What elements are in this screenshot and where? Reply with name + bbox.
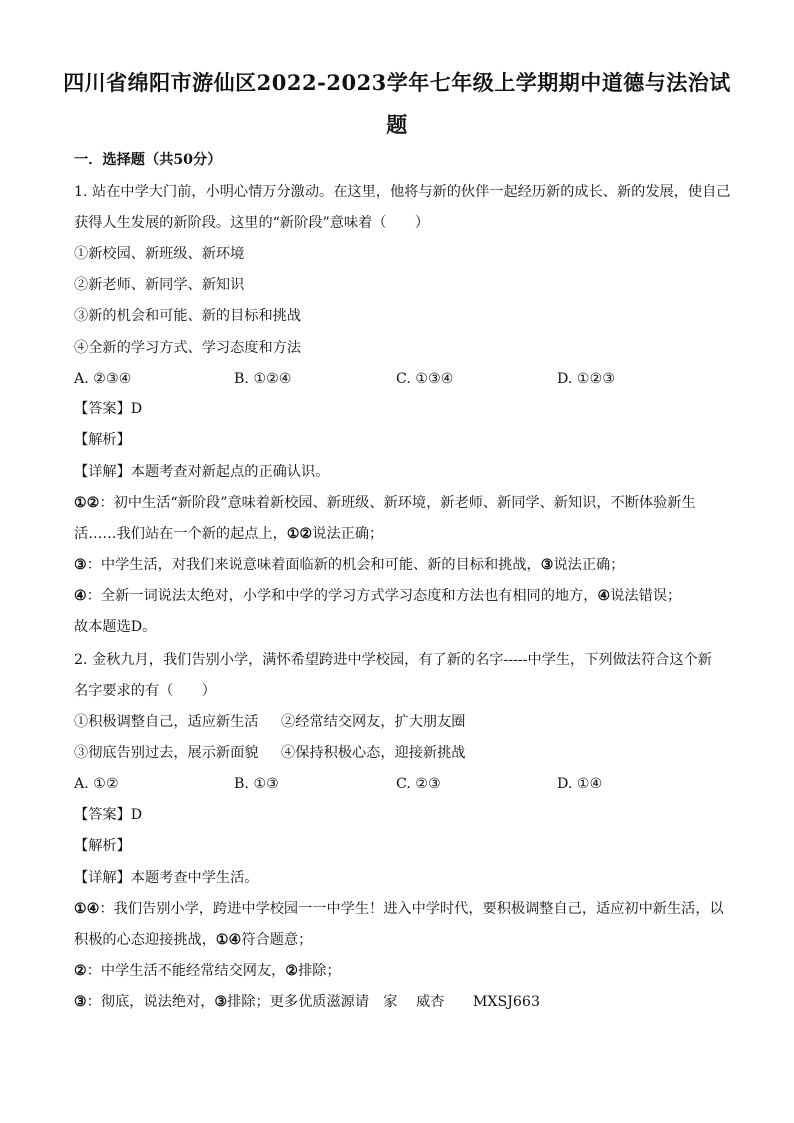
q1-exp2-text: ：中学生活，对我们来说意味着面临新的机会和可能、新的目标和挑战， [86,557,541,573]
q2-stem-line1: 2. 金秋九月，我们告别小学，满怀希望跨进中学校园，有了新的名字-----中学生，下列做法符合这个新 [74,652,712,668]
q2-detail: 【详解】本题考查中学生活。 [74,870,259,886]
q1-explanation-3 [74,586,681,606]
q2-answer: 【答案】D [74,807,143,823]
document-title-line1: 四川省绵阳市游仙区2022-2023学年七年级上学期期中道德与法治试 [63,70,731,95]
q1-exp3-text: ：全新一词说法太绝对，小学和中学的学习方式学习态度和方法也有相同的地方， [86,588,598,604]
q1-exp2-mark2: ③ [540,557,554,573]
q2-exp1b-post: 符合题意； [241,932,313,948]
q1-option-a: A. ②③④ [74,371,132,387]
q1-option-b: B. ①②④ [234,371,292,387]
section-heading: 一．选择题（共50分） [74,152,222,168]
q2-explanation-1 [74,899,724,919]
q2-exp1-mark: ①④ [74,901,100,917]
q1-exp2-mark: ③ [74,557,87,573]
q1-item-2: ②新老师、新同学、新知识 [74,277,245,293]
q1-exp1-mark: ①② [74,495,100,511]
q2-exp1b-mark: ①④ [215,932,242,948]
q2-exp3-mark: ③ [74,994,87,1010]
q1-explanation-1b [74,524,383,544]
q1-explanation-1 [74,493,696,513]
q2-explanation-3 [74,992,540,1012]
q2-analysis-label: 【解析】 [74,838,131,854]
q1-exp3-mark: ④ [74,588,87,604]
q2-item-3: ③彻底告别过去，展示新面貌 [74,745,259,761]
q1-item-4: ④全新的学习方式、学习态度和方法 [74,340,302,356]
q1-stem-line2: 获得人生发展的新阶段。这里的“新阶段”意味着（ ） [74,215,430,231]
q2-option-c: C. ②③ [396,776,441,792]
q1-exp1b-post: 说法正确； [312,526,384,542]
q2-exp2-post: 排除； [298,963,341,979]
q2-exp1b-pre: 积极的心态迎接挑战， [74,932,216,948]
q2-option-b: B. ①③ [234,776,279,792]
q2-exp2-text: ：中学生活不能经常结交网友， [86,963,286,979]
q2-exp3-mark2: ③ [214,994,228,1010]
q2-option-d: D. ①④ [557,776,603,792]
q1-exp2-post: 说法正确； [553,557,625,573]
q2-stem-line2: 名字要求的有（ ） [74,683,216,699]
q1-option-c: C. ①③④ [396,371,454,387]
q2-explanation-2 [74,961,341,981]
q1-item-3: ③新的机会和可能、新的目标和挑战 [74,308,302,324]
q2-exp3-post: 排除；更多优质滋源请 家 威杏 MXSJ663 [227,994,540,1010]
q2-exp3-text: ：彻底，说法绝对， [86,994,215,1010]
q1-stem-line1: 1. 站在中学大门前，小明心情万分激动。在这里，他将与新的伙伴一起经历新的成长、新的发展，使自己 [74,184,731,200]
q1-exp1b-mark: ①② [286,526,313,542]
q2-exp1-text: ：我们告别小学，跨进中学校园一一中学生！进入中学时代，要积极调整自己，适应初中新生活，以 [99,901,724,917]
q2-item-1: ①积极调整自己，适应新生活 [74,714,259,730]
q2-option-a: A. ①② [74,776,119,792]
q1-detail: 【详解】本题考查对新起点的正确认识。 [74,464,330,480]
document-title-line2: 题 [386,112,408,137]
q1-exp3-mark2: ④ [597,588,611,604]
q2-exp2-mark2: ② [285,963,299,979]
q2-exp2-mark: ② [74,963,87,979]
q1-explanation-2 [74,555,624,575]
q1-answer: 【答案】D [74,401,143,417]
q1-exp1b-pre: 活……我们站在一个新的起点上， [74,526,287,542]
q1-exp1-text: ：初中生活“新阶段”意味着新校园、新班级、新环境，新老师、新同学、新知识，不断体验新生 [99,495,696,511]
q1-item-1: ①新校园、新班级、新环境 [74,246,245,262]
q1-exp3-post: 说法错误； [610,588,682,604]
q2-item-2: ②经常结交网友，扩大朋友圈 [281,714,466,730]
q1-option-d: D. ①②③ [557,371,616,387]
q1-conclusion: 故本题选D。 [74,619,157,635]
q1-analysis-label: 【解析】 [74,432,131,448]
q2-explanation-1b [74,930,312,950]
q2-item-4: ④保持积极心态，迎接新挑战 [281,745,466,761]
